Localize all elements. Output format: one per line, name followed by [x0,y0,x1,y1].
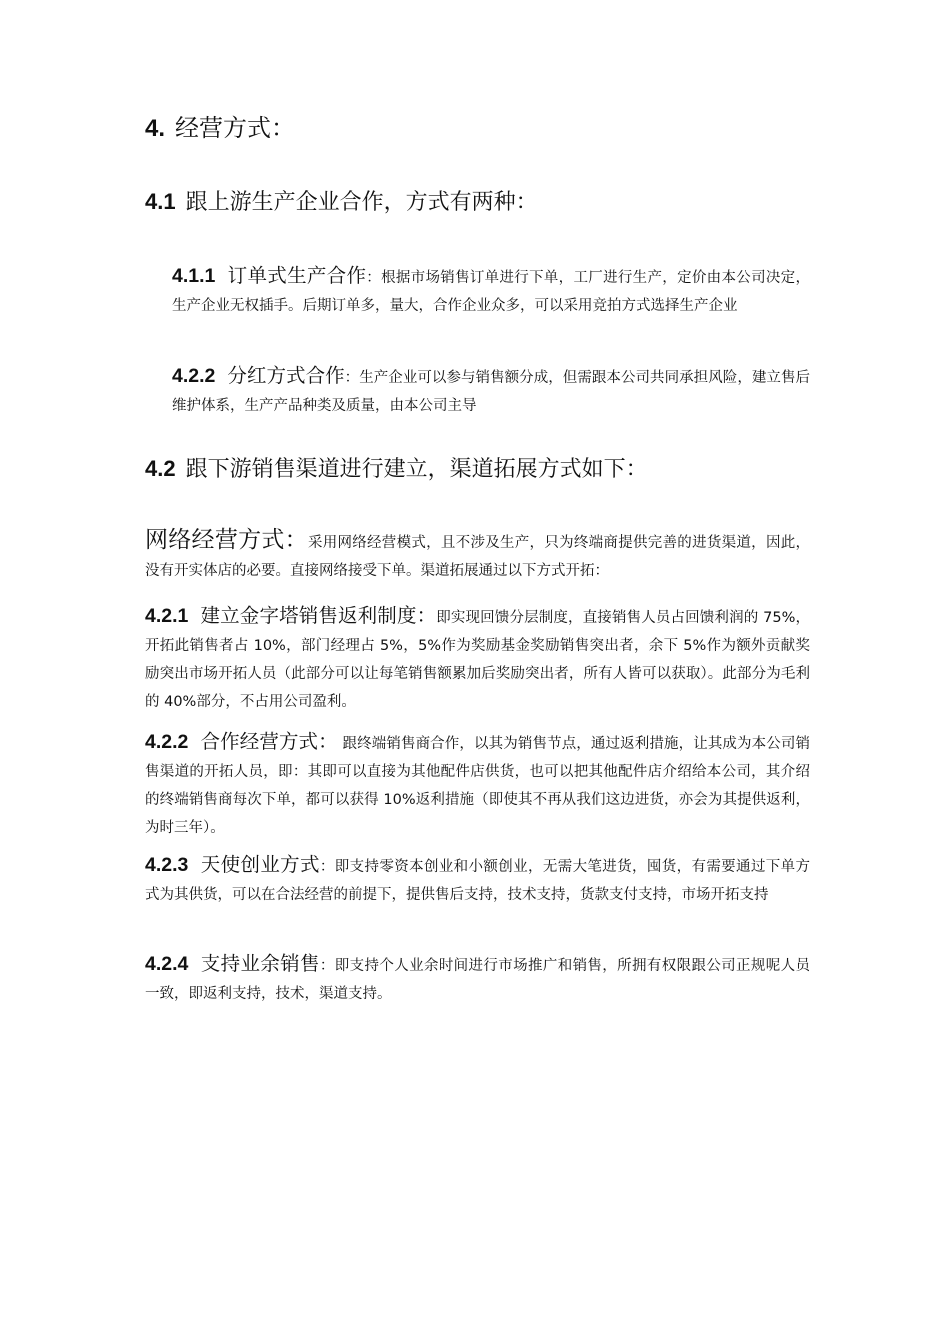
paragraph-cooperative-operation [145,728,810,842]
paragraph-dividend-cooperation [172,362,810,420]
paragraph-body: ：即支持零资本创业和小额创业，无需大笔进货，囤货，有需要通过下单方式为其供货，可以在合法经营的前提下，提供售后支持，技术支持，货款支付支持，市场开拓支持 [145,859,810,903]
subheading-number: 4.2.1 [145,605,189,627]
subheading-number: 4.2.4 [145,953,189,975]
subheading-angel-startup [145,853,320,876]
heading-title: 跟上游生产企业合作，方式有两种： [185,190,538,215]
subheading-title: 分红方式合作 [227,364,345,387]
subheading-amateur-sales [145,952,320,975]
subheading-network-operation: 网络经营方式： [145,527,308,553]
paragraph-amateur-sales [145,950,810,1008]
subheading-number: 4.2.2 [172,365,216,387]
paragraph-body: 跟终端销售商合作，以其为销售节点，通过返利措施，让其成为本公司销售渠道的开拓人员，即：其即可以直接为其他配件店供货，也可以把其他配件店介绍给本公司，其介绍的终端销售商每次下单，都可以获得 10%返利措施（即使其不再从我们这边进货，亦会为其提供返利，为时三年）。 [145,736,810,836]
subheading-pyramid-rebate [145,604,436,627]
subheading-order-production [172,264,366,287]
subheading-number: 4.2.2 [145,731,189,753]
heading-number: 4. [145,115,166,142]
paragraph-angel-startup [145,851,810,909]
heading-downstream-channels [145,458,648,481]
paragraph-body: 即实现回馈分层制度，直接销售人员占回馈利润的 75%，开拓此销售者占 10%，部门经理占 5%，5%作为奖励基金奖励销售突出者，余下 5%作为额外贡献奖励突出市场开拓人员（此部分可以让每笔销售额累加后奖励突出者，所有人皆可以获取）。此部分为毛利的 40%部分，不占用公司盈利。 [145,610,810,710]
heading-number: 4.1 [145,189,176,214]
paragraph-order-production [172,262,810,320]
subheading-number: 4.2.3 [145,854,189,876]
paragraph-network-operation [145,526,810,585]
paragraph-pyramid-rebate [145,602,810,716]
subheading-title: 天使创业方式 [200,853,320,876]
heading-number: 4.2 [145,456,176,481]
subheading-title: 合作经营方式： [200,730,338,753]
paragraph-body: ：根据市场销售订单进行下单，工厂进行生产，定价由本公司决定，生产企业无权插手。后期订单多，量大，合作企业众多，可以采用竞拍方式选择生产企业 [172,270,810,314]
subheading-dividend-cooperation [172,364,345,387]
paragraph-body: 采用网络经营模式，且不涉及生产，只为终端商提供完善的进货渠道，因此，没有开实体店的必要。直接网络接受下单。渠道拓展通过以下方式开拓： [145,535,811,579]
paragraph-body: ：生产企业可以参与销售额分成，但需跟本公司共同承担风险，建立售后维护体系，生产产品种类及质量，由本公司主导 [172,370,810,414]
heading-title: 跟下游销售渠道进行建立，渠道拓展方式如下： [185,457,648,482]
heading-upstream-cooperation [145,191,538,214]
heading-operating-mode [145,116,295,141]
heading-title: 经营方式： [175,114,296,142]
subheading-number: 4.1.1 [172,265,216,287]
subheading-cooperative-operation [145,730,338,753]
subheading-title: 建立金字塔销售返利制度： [200,604,437,627]
subheading-title: 订单式生产合作 [227,264,367,287]
paragraph-body: ：即支持个人业余时间进行市场推广和销售，所拥有权限跟公司正规呢人员一致，即返利支持，技术，渠道支持。 [145,958,810,1002]
subheading-title: 支持业余销售 [200,952,320,975]
